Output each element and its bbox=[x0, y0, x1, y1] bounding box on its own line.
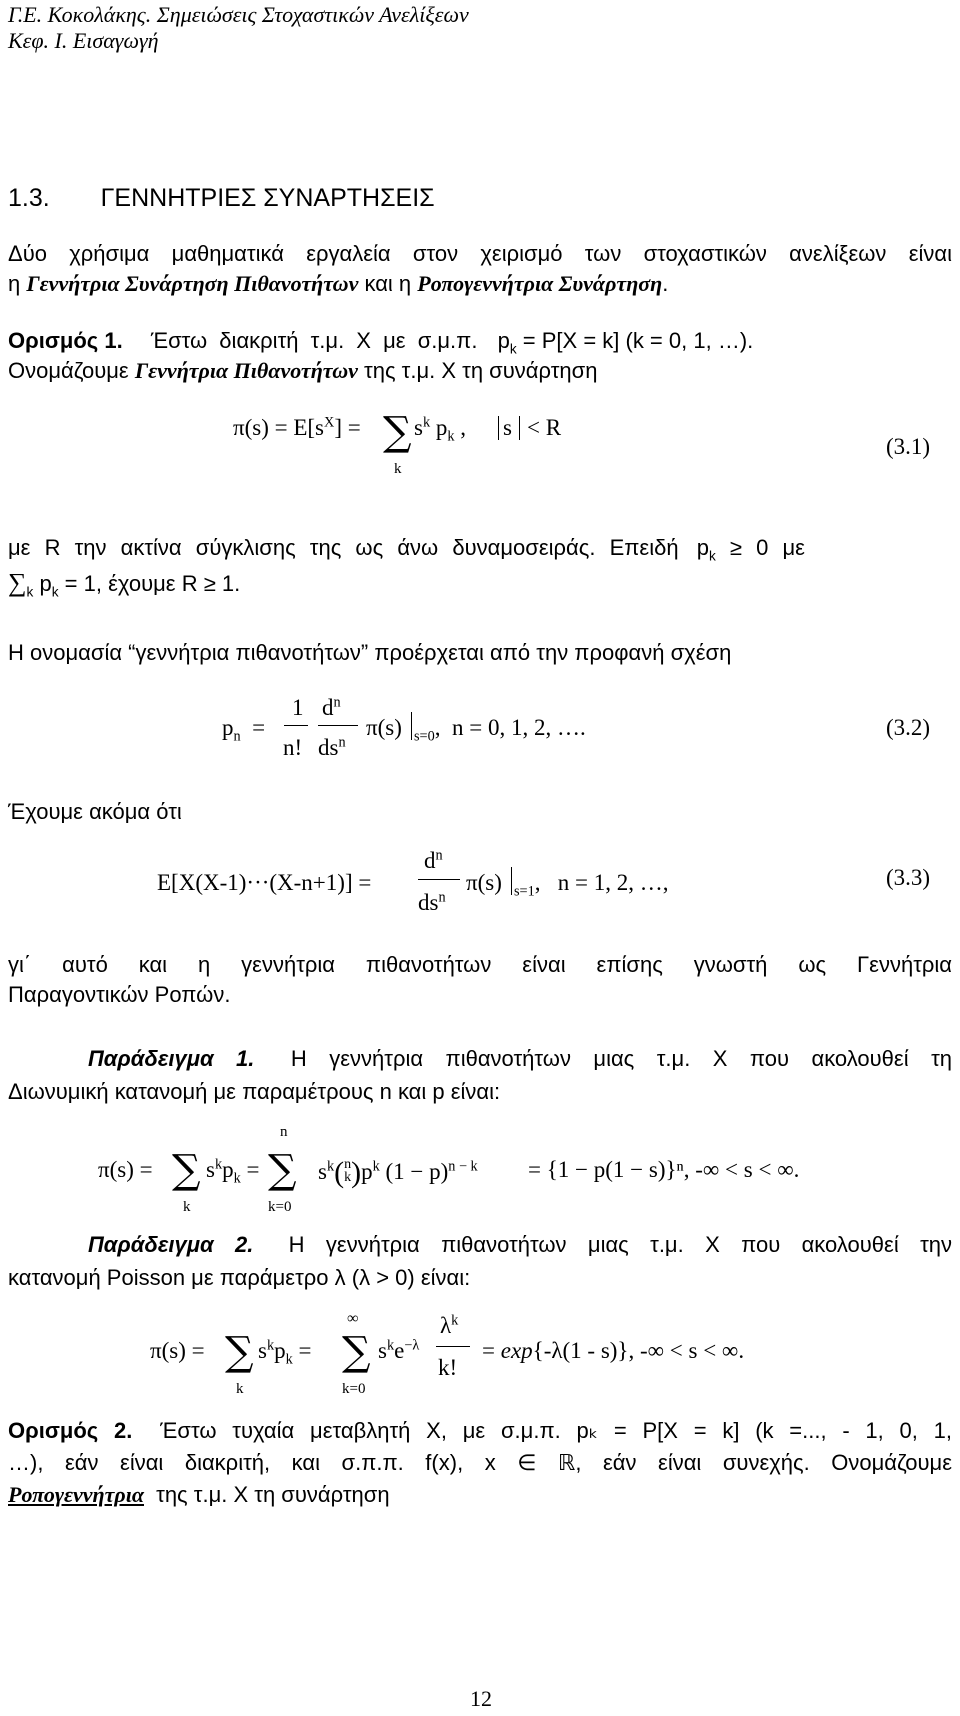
example-1-eq-tail: = {1 − p(1 − s)}ⁿ, -∞ < s < ∞. bbox=[528, 1157, 800, 1182]
example-2-frac-num: $\lambda^k$ bbox=[440, 1312, 459, 1338]
equation-3-1: $\pi(s) = E[s^X]$ = bbox=[233, 414, 361, 440]
example-1-sum-1: ∑ bbox=[172, 1147, 201, 1193]
example-2-term: $s^kp_k$ = bbox=[258, 1337, 312, 1368]
example-2-fraction-bar bbox=[436, 1346, 470, 1347]
sum-index-k: k bbox=[394, 461, 402, 477]
example-2-eq-lhs: π(s) = bbox=[150, 1338, 205, 1363]
evaluation-bar-3-2 bbox=[411, 712, 412, 740]
example-2-sum-1-index: k bbox=[236, 1381, 244, 1397]
abs-bar-right bbox=[519, 416, 520, 440]
example-1-label: Παράδειγμα 1. bbox=[88, 1046, 255, 1071]
example-1-line-1: Παράδειγμα 1. Η γεννήτρια πιθανοτήτων μιας τ.μ. X που ακολουθεί τη bbox=[88, 1046, 952, 1071]
example-2-sum-2-top: ∞ bbox=[347, 1310, 359, 1327]
factorial-line-2: Παραγοντικών Ροπών. bbox=[8, 982, 231, 1007]
example-2-sum-2-index: k=0 bbox=[342, 1381, 366, 1397]
example-2-label: Παράδειγμα 2. bbox=[88, 1232, 254, 1257]
term-moment-generating-function: Ροπογεννήτρια Συνάρτηση bbox=[417, 271, 663, 296]
frac-denominator-n-factorial: n! bbox=[283, 735, 303, 760]
equation-3-3-pi: π(s) bbox=[466, 870, 502, 895]
abs-s: s bbox=[503, 415, 512, 440]
intro-line-2: η Γεννήτρια Συνάρτηση Πιθανοτήτων και η Ροπογεννήτρια Συνάρτηση. bbox=[8, 271, 669, 296]
equation-3-1-rhs: $s^k$ $p_k$ , bbox=[414, 414, 466, 445]
equation-3-3-lhs: E[X(X-1)···(X-n+1)] = bbox=[157, 870, 372, 895]
evaluation-bar-3-3 bbox=[511, 867, 512, 895]
definition-2-line-1: Ορισμός 2. Έστω τυχαία μεταβλητή X, με σ.μ.π. pₖ = P[X = k] (k =..., - 1, 0, 1, bbox=[8, 1418, 952, 1443]
fraction-bar-1 bbox=[284, 725, 308, 726]
example-1-line-2: Διωνυμική κατανομή με παραμέτρους n και p είναι: bbox=[8, 1079, 501, 1104]
section-title: ΓΕΝΝΗΤΡΙΕΣ ΣΥΝΑΡΤΗΣΕΙΣ bbox=[100, 184, 435, 212]
fraction-bar-3-3 bbox=[418, 879, 460, 880]
example-1-sum-2: ∑ bbox=[268, 1147, 297, 1193]
example-1-term: $s^kp_k$ = bbox=[206, 1156, 260, 1187]
equation-3-2-lhs: $p_n$ = bbox=[222, 715, 266, 745]
naming-paragraph: Η ονομασία “γεννήτρια πιθανοτήτων” προέρχεται από την προφανή σχέση bbox=[8, 640, 732, 665]
frac-numerator-1: 1 bbox=[292, 695, 304, 720]
example-1-eq-lhs: π(s) = bbox=[98, 1157, 153, 1182]
header-line-1: Γ.Ε. Κοκολάκης. Σημειώσεις Στοχαστικών Ανελίξεων bbox=[8, 2, 469, 27]
example-1-sum-2-index: k=0 bbox=[268, 1199, 292, 1215]
section-heading bbox=[8, 186, 435, 211]
example-2-line-1: Παράδειγμα 2. Η γεννήτρια πιθανοτήτων μιας τ.μ. X που ακολουθεί την bbox=[88, 1232, 952, 1257]
term-moment-generating: Ροπογεννήτρια bbox=[8, 1482, 144, 1507]
equation-number-3-2: (3.2) bbox=[886, 715, 931, 740]
also-text: Έχουμε ακόμα ότι bbox=[8, 799, 182, 824]
factorial-line-1: γι΄ αυτό και η γεννήτρια πιθανοτήτων είναι επίσης γνωστή ως Γεννήτρια bbox=[8, 952, 952, 977]
example-2-sum-1: ∑ bbox=[225, 1329, 254, 1375]
header-line-2: Κεφ. Ι. Εισαγωγή bbox=[8, 28, 159, 53]
intro-line-1: Δύο χρήσιμα μαθηματικά εργαλεία στον χειρισμό των στοχαστικών ανελίξεων είναι bbox=[8, 241, 952, 266]
example-1-binomial: $s^k(n$ $k)p^k$ $(1 - p)^{n - k}$ bbox=[318, 1156, 478, 1189]
definition-1-line-1: Ορισμός 1. Έστω διακριτή τ.μ. X με σ.μ.π. $p_k = P[X = k] (k = 0$, 1, …). bbox=[8, 328, 754, 357]
example-2-sum-2: ∑ bbox=[342, 1329, 371, 1375]
equation-3-3-eval: $_{s=1}$, n = 1, 2, …, bbox=[514, 870, 669, 900]
equation-3-2-pi: π(s) bbox=[366, 715, 402, 740]
definition-2-label: Ορισμός 2. bbox=[8, 1418, 133, 1443]
frac-denominator-dsn: $ds^n$ bbox=[318, 734, 346, 760]
frac-numerator-dn: $d^n$ bbox=[322, 694, 341, 720]
radius-condition: < R bbox=[527, 415, 562, 440]
frac-numerator-dn-3-3: $d^n$ bbox=[424, 847, 443, 873]
example-2-frac-den: k! bbox=[438, 1355, 458, 1380]
example-1-sum-2-top: n bbox=[280, 1124, 288, 1140]
example-2-sk-exp: $s^ke^{-\lambda}$ bbox=[378, 1337, 420, 1363]
equation-3-2-eval: $_{s=0}$, n = 0, 1, 2, …. bbox=[414, 715, 586, 745]
example-2-line-2: κατανομή Poisson με παράμετρο λ (λ > 0) είναι: bbox=[8, 1265, 471, 1290]
definition-1-line-2: Ονομάζουμε Γεννήτρια Πιθανοτήτων της τ.μ. X τη συνάρτηση bbox=[8, 358, 598, 383]
example-2-eq-tail: = exp{-λ(1 - s)}, -∞ < s < ∞. bbox=[482, 1338, 745, 1363]
example-1-sum-1-index: k bbox=[183, 1199, 191, 1215]
radius-text-line-1: με R την ακτίνα σύγκλισης της ως άνω δυναμοσειράς. Επειδή $p_k \ge 0$ με bbox=[8, 535, 805, 564]
abs-bar-left bbox=[498, 416, 499, 440]
section-number: 1.3. bbox=[8, 184, 50, 212]
term-probability-generating: Γεννήτρια Πιθανοτήτων bbox=[134, 358, 358, 383]
equation-number-3-1: (3.1) bbox=[886, 434, 931, 459]
definition-2-line-2: …), εάν είναι διακριτή, και σ.π.π. f(x), x ∈ ℝ, εάν είναι συνεχής. Ονομάζουμε bbox=[8, 1450, 952, 1475]
definition-2-line-3: Ροπογεννήτρια της τ.μ. X τη συνάρτηση bbox=[8, 1482, 390, 1507]
sum-symbol: ∑ bbox=[383, 409, 412, 455]
term-generating-function: Γεννήτρια Συνάρτηση Πιθανοτήτων bbox=[26, 271, 359, 296]
definition-1-label: Ορισμός 1. bbox=[8, 328, 123, 353]
equation-number-3-3: (3.3) bbox=[886, 865, 931, 890]
frac-denominator-dsn-3-3: $ds^n$ bbox=[418, 889, 446, 915]
fraction-bar-2 bbox=[318, 725, 358, 726]
radius-text-line-2: $\sum_k$ $p_k = 1$, έχουμε R ≥ 1. bbox=[8, 568, 241, 600]
page-number: 12 bbox=[470, 1686, 492, 1711]
